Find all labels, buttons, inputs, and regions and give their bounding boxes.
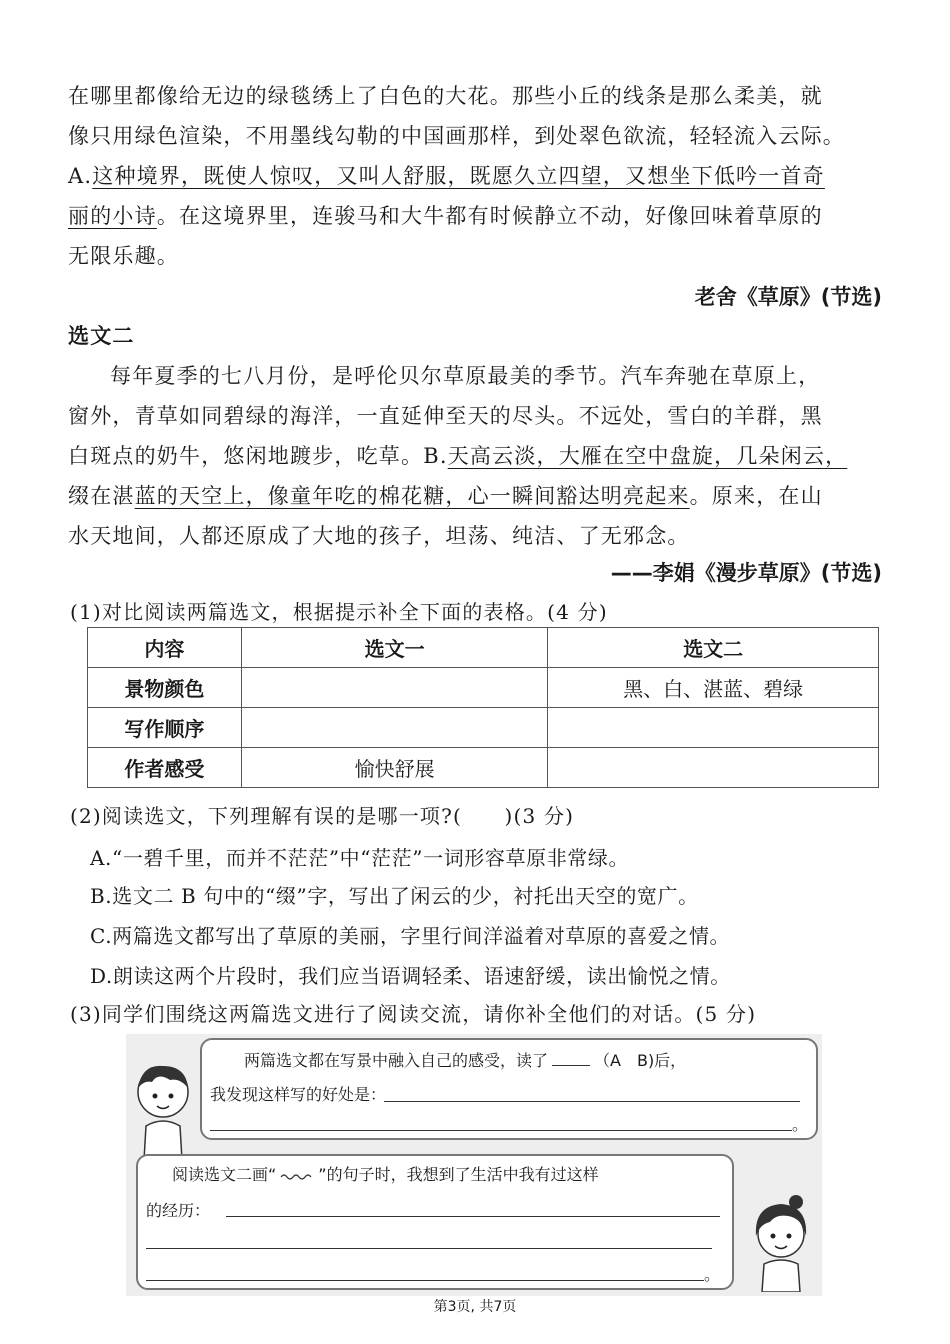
- option-b[interactable]: B.选文二 B 句中的“缀”字，写出了闲云的少，衬托出天空的宽广。: [90, 884, 699, 908]
- sentence-a-underlined: 这种境界，既使人惊叹，又叫人舒服，既愿久立四望，又想坐下低吟一首奇: [92, 164, 825, 188]
- question-2-prompt: (2)阅读选文，下列理解有误的是哪一项?( )(3 分): [70, 804, 575, 828]
- choice-blank[interactable]: [552, 1065, 590, 1066]
- answer-cell[interactable]: [241, 708, 548, 748]
- comparison-table: [87, 627, 879, 788]
- table-row: [88, 668, 879, 708]
- sentence-a-underlined-end: 丽的小诗: [68, 204, 157, 228]
- period-mark: 。: [792, 1115, 809, 1134]
- bubble2-text-a: 阅读选文二画“: [172, 1165, 277, 1184]
- sentence-b-underlined-end: 蓝的天空上，像童年吃的棉花糖，心一瞬间豁达明亮起来: [134, 484, 690, 508]
- bubble2-line2: 的经历：: [146, 1201, 211, 1220]
- sentence-b-underlined: 天高云淡，大雁在空中盘旋，几朵闲云，: [447, 444, 848, 468]
- table-row: [88, 748, 879, 788]
- passage1-line4: [68, 200, 823, 230]
- passage2-line3: [68, 440, 847, 470]
- answer-line[interactable]: [146, 1248, 712, 1249]
- row-label: 写作顺序: [88, 708, 242, 748]
- passage2-heading: 选文二: [68, 324, 135, 348]
- passage1-line5: 无限乐趣。: [68, 244, 179, 268]
- passage2-line2: 窗外，青草如同碧绿的海洋，一直延伸至天的尽头。不远处，雪白的羊群，黑: [68, 404, 823, 428]
- table-cell: 愉快舒展: [241, 748, 548, 788]
- table-cell: 黑、白、湛蓝、碧绿: [548, 668, 879, 708]
- table-row: [88, 708, 879, 748]
- bubble1-line2: 我发现这样写的好处是：: [210, 1085, 387, 1104]
- answer-line[interactable]: [384, 1101, 800, 1102]
- option-a[interactable]: A.“一碧千里，而并不茫茫”中“茫茫”一词形容草原非常绿。: [90, 846, 630, 870]
- dialogue-illustration: [126, 1034, 822, 1296]
- passage2-line4-rest: 。原来，在山: [689, 484, 823, 508]
- passage1-line1: 在哪里都像给无边的绿毯绣上了白色的大花。那些小丘的线条是那么柔美，就: [68, 84, 823, 108]
- bubble2-line1: [172, 1162, 599, 1185]
- question-1-prompt: (1)对比阅读两篇选文，根据提示补全下面的表格。(4 分): [70, 600, 608, 624]
- wavy-line-mark: [280, 1166, 314, 1185]
- passage1-line3: [68, 160, 825, 190]
- bubble1-line1: [244, 1048, 686, 1071]
- passage2-line4-plain: 缀在湛: [68, 484, 135, 508]
- passage2-line4: [68, 480, 823, 510]
- table-header: 选文二: [548, 628, 879, 668]
- bubble2-text-b: ”的句子时，我想到了生活中我有过这样: [318, 1165, 599, 1184]
- answer-cell[interactable]: [548, 748, 879, 788]
- answer-line[interactable]: [226, 1216, 720, 1217]
- girl-avatar-icon: [746, 1192, 816, 1292]
- boy-avatar-icon: [130, 1056, 196, 1160]
- bubble1-text-b: （A B)后，: [594, 1051, 687, 1070]
- answer-line[interactable]: [146, 1280, 704, 1281]
- table-header-row: [88, 628, 879, 668]
- passage2-source: ——李娟《漫步草原》(节选): [610, 561, 882, 585]
- passage1-line2: 像只用绿色渲染，不用墨线勾勒的中国画那样，到处翠色欲流，轻轻流入云际。: [68, 124, 845, 148]
- answer-cell[interactable]: [548, 708, 879, 748]
- speech-bubble-girl: [136, 1154, 734, 1290]
- answer-cell[interactable]: [241, 668, 548, 708]
- passage2-line3-plain: 白斑点的奶牛，悠闲地踱步，吃草。B.: [68, 444, 448, 468]
- question-3-prompt: (3)同学们围绕这两篇选文进行了阅读交流，请你补全他们的对话。(5 分): [70, 1002, 757, 1026]
- bubble1-text-a: 两篇选文都在写景中融入自己的感受，读了: [244, 1051, 549, 1070]
- row-label: 作者感受: [88, 748, 242, 788]
- answer-line[interactable]: [210, 1130, 792, 1131]
- table-header: 选文一: [241, 628, 548, 668]
- passage1-source: 老舍《草原》(节选): [694, 285, 882, 309]
- option-d[interactable]: D.朗读这两个片段时，我们应当语调轻柔、语速舒缓，读出愉悦之情。: [90, 964, 731, 988]
- row-label: 景物颜色: [88, 668, 242, 708]
- passage2-line5: 水天地间，人都还原成了大地的孩子，坦荡、纯洁、了无邪念。: [68, 524, 690, 548]
- table-header: 内容: [88, 628, 242, 668]
- passage2-line1: 每年夏季的七八月份，是呼伦贝尔草原最美的季节。汽车奔驰在草原上，: [110, 364, 821, 388]
- speech-bubble-boy: [200, 1038, 818, 1140]
- page-footer: 第3页, 共7页: [433, 1299, 517, 1315]
- option-c[interactable]: C.两篇选文都写出了草原的美丽，字里行间洋溢着对草原的喜爱之情。: [90, 924, 731, 948]
- period-mark: 。: [704, 1265, 721, 1284]
- sentence-a-label: A.: [68, 164, 93, 188]
- passage1-line4-rest: 。在这境界里，连骏马和大牛都有时候静立不动，好像回味着草原的: [156, 204, 823, 228]
